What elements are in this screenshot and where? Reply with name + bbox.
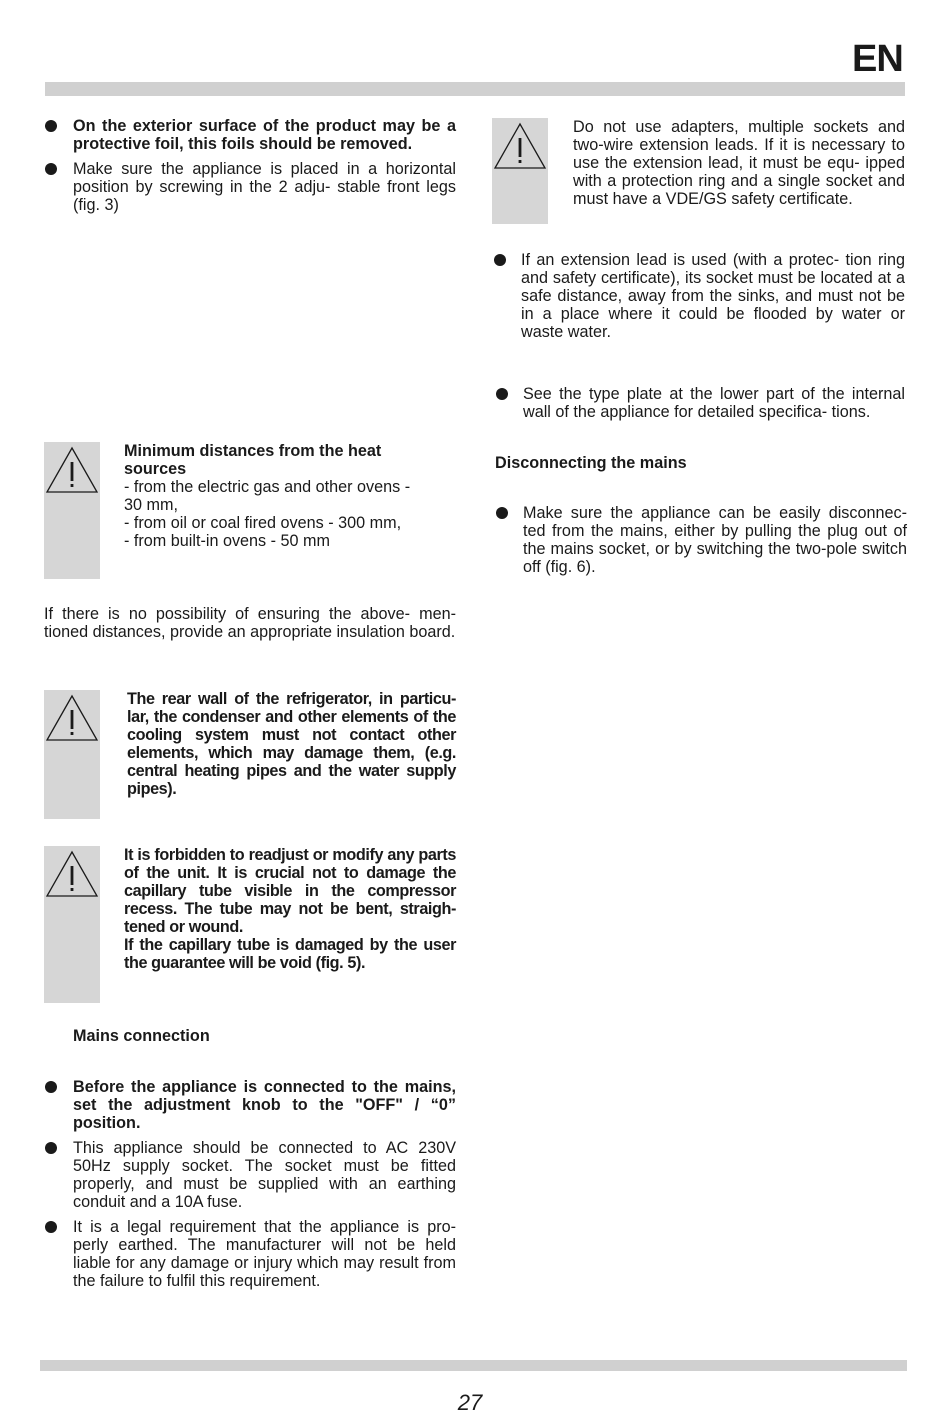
warning-icon-box xyxy=(44,442,100,579)
header-divider xyxy=(45,82,905,96)
bullet-dot xyxy=(494,254,506,266)
warning-capillary xyxy=(124,846,456,972)
section-heading-disconnecting: Disconnecting the mains xyxy=(495,454,687,472)
bullet-horizontal-placement: Make sure the appliance is placed in a horizontal position by screwing in the 2 adju- stable front legs (fig. 3) xyxy=(73,160,456,214)
warning-triangle-icon xyxy=(44,442,100,498)
bullet-protective-foil: On the exterior surface of the product may be a protective foil, this foils should be removed. xyxy=(73,117,456,153)
distance-line: - from built-in ovens - 50 mm xyxy=(124,532,330,550)
warning-icon-box xyxy=(492,118,548,224)
warning-triangle-icon xyxy=(492,118,548,174)
insulation-note: If there is no possibility of ensuring the above- men- tioned distances, provide an appropriate insulation board. xyxy=(44,605,456,641)
bullet-dot xyxy=(45,1142,57,1154)
warning-rear-wall: The rear wall of the refrigerator, in particu- lar, the condenser and other elements of the cooling system must not contact other elements, which may damage them, (e.g. central heating pipes and the water supply pipes). xyxy=(127,690,456,798)
distance-line: - from oil or coal fired ovens - 300 mm, xyxy=(124,514,402,532)
bullet-dot xyxy=(45,163,57,175)
bullet-dot xyxy=(45,120,57,132)
warning-capillary-text: It is forbidden to readjust or modify any parts of the unit. It is crucial not to damage the capillary tube visible in the compressor recess. The tube may not be bent, straigh- tened or wound. xyxy=(124,846,456,936)
bullet-dot xyxy=(496,388,508,400)
warning-distances-title: Minimum distances from the heat sources xyxy=(124,442,382,478)
bullet-dot xyxy=(496,507,508,519)
bullet-extension-lead: If an extension lead is used (with a protec- tion ring and safety certificate), its socket must be located at a safe distance, away from the sinks, and must not be in a place where it could be flooded by water or waste water. xyxy=(521,251,905,341)
bullet-dot xyxy=(45,1221,57,1233)
warning-icon-box xyxy=(44,690,100,819)
warning-triangle-icon xyxy=(44,846,100,902)
bullet-type-plate: See the type plate at the lower part of the internal wall of the appliance for detailed specifica- tions. xyxy=(523,385,905,421)
bullet-dot xyxy=(45,1081,57,1093)
bullet-supply-socket: This appliance should be connected to AC 230V 50Hz supply socket. The socket must be fitted properly, and must be supplied with an earthing conduit and a 10A fuse. xyxy=(73,1139,456,1211)
bullet-earthing: It is a legal requirement that the appliance is pro- perly earthed. The manufacturer will not be held liable for any damage or injury which may result from the failure to fulfil this requirement. xyxy=(73,1218,456,1290)
warning-triangle-icon xyxy=(44,690,100,746)
bullet-adjustment-knob: Before the appliance is connected to the mains, set the adjustment knob to the "OFF" / “0” position. xyxy=(73,1078,456,1132)
distance-line: - from the electric gas and other ovens - 30 mm, xyxy=(124,478,411,514)
footer-divider xyxy=(40,1360,907,1371)
section-heading-mains-connection: Mains connection xyxy=(73,1027,210,1045)
language-code: EN xyxy=(852,38,903,80)
bullet-disconnect: Make sure the appliance can be easily disconnec- ted from the mains, either by pulling the plug out of the mains socket, or by switching the two-pole switch off (fig. 6). xyxy=(523,504,907,576)
warning-capillary-guarantee: If the capillary tube is damaged by the user the guarantee will be void (fig. 5). xyxy=(124,936,456,972)
page-number: 27 xyxy=(457,1390,483,1411)
warning-adapters: Do not use adapters, multiple sockets and two-wire extension leads. If it is necessary to use the extension lead, it must be equ- ipped with a protection ring and a single socket and must have a VDE/GS safety certificate. xyxy=(573,118,905,208)
warning-icon-box xyxy=(44,846,100,1003)
warning-distances xyxy=(124,442,424,550)
